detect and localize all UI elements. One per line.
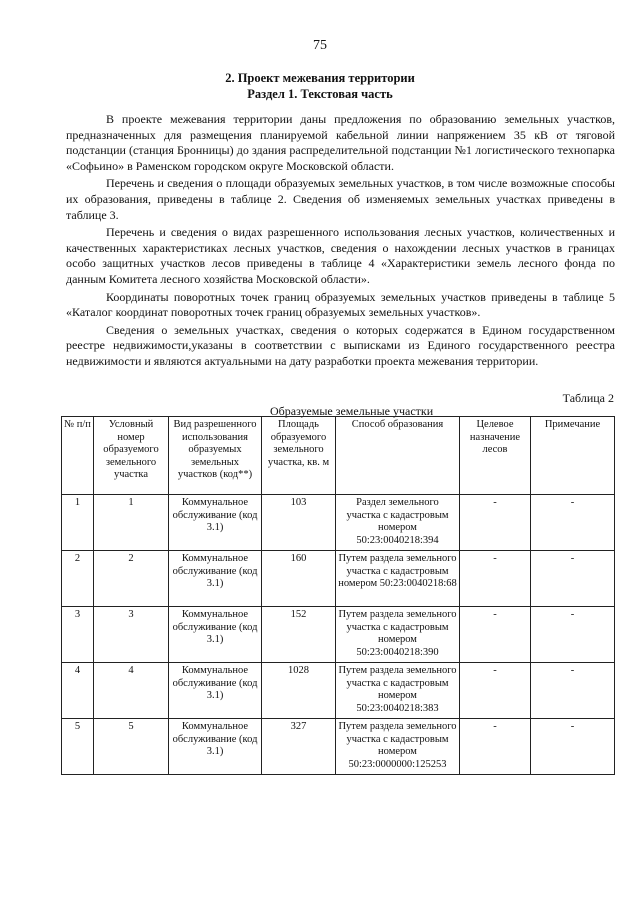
cell-forest-purpose: -	[460, 719, 531, 775]
page-title	[0, 70, 640, 102]
page-number: 75	[313, 38, 327, 53]
cell-area: 1028	[262, 663, 336, 719]
paragraph: В проекте межевания территории даны предложения по образованию земельных участков, предназначенных для размещения планируемой кабельной линии напряжением 35 кВ от тяговой подстанции (станция Бронницы) до здания распределительной подстанции №1 логистического технопарка «Софьино» в Раменском городском округе Московской области.	[66, 112, 615, 173]
cell-conditional-number: 5	[94, 719, 169, 775]
subsection-title: Раздел 1. Текстовая часть	[247, 87, 393, 101]
cell-formation-method: Путем раздела земельного участка с кадастровым номером 50:23:0000000:125253	[336, 719, 460, 775]
cell-number: 4	[62, 663, 94, 719]
header-formation-method: Способ образования	[336, 417, 460, 495]
section-title: 2. Проект межевания территории	[225, 71, 415, 85]
cell-conditional-number: 4	[94, 663, 169, 719]
cell-conditional-number: 2	[94, 551, 169, 607]
cell-formation-method: Путем раздела земельного участка с кадастровым номером 50:23:0040218:68	[336, 551, 460, 607]
table-row	[62, 495, 615, 551]
cell-formation-method: Путем раздела земельного участка с кадастровым номером 50:23:0040218:383	[336, 663, 460, 719]
cell-forest-purpose: -	[460, 495, 531, 551]
table-caption: Таблица 2	[562, 391, 614, 405]
cell-formation-method: Раздел земельного участка с кадастровым номером 50:23:0040218:394	[336, 495, 460, 551]
cell-conditional-number: 1	[94, 495, 169, 551]
cell-number: 3	[62, 607, 94, 663]
cell-formation-method: Путем раздела земельного участка с кадастровым номером 50:23:0040218:390	[336, 607, 460, 663]
cell-forest-purpose: -	[460, 663, 531, 719]
cell-area: 327	[262, 719, 336, 775]
cell-number: 1	[62, 495, 94, 551]
header-area: Площадь образуемого земельного участка, кв. м	[262, 417, 336, 495]
cell-conditional-number: 3	[94, 607, 169, 663]
cell-permitted-use: Коммунальное обслуживание (код 3.1)	[169, 551, 262, 607]
cell-permitted-use: Коммунальное обслуживание (код 3.1)	[169, 663, 262, 719]
cell-area: 160	[262, 551, 336, 607]
cell-area: 152	[262, 607, 336, 663]
table-row	[62, 719, 615, 775]
cell-permitted-use: Коммунальное обслуживание (код 3.1)	[169, 607, 262, 663]
paragraph: Координаты поворотных точек границ образуемых земельных участков приведены в таблице 5 «Каталог координат поворотных точек границ образуемых земельных участков».	[66, 289, 615, 320]
land-plots-table	[61, 416, 615, 775]
table-row	[62, 551, 615, 607]
body-text	[66, 112, 615, 370]
paragraph: Сведения о земельных участках, сведения о которых содержатся в Едином государственном реестре недвижимости,указаны в соответствии с выписками из Единого государственного реестра недвижимости и являются актуальными на дату разработки проекта межевания территории.	[66, 322, 615, 368]
table-row	[62, 663, 615, 719]
cell-note: -	[531, 551, 615, 607]
table-header-row	[62, 417, 615, 495]
cell-permitted-use: Коммунальное обслуживание (код 3.1)	[169, 719, 262, 775]
cell-permitted-use: Коммунальное обслуживание (код 3.1)	[169, 495, 262, 551]
cell-note: -	[531, 495, 615, 551]
paragraph: Перечень и сведения о площади образуемых земельных участков, в том числе возможные способы их образования, приведены в таблице 2. Сведения об изменяемых земельных участках приведены в таблице 3.	[66, 176, 615, 222]
header-forest-purpose: Целевое назначение лесов	[460, 417, 531, 495]
cell-note: -	[531, 663, 615, 719]
cell-number: 2	[62, 551, 94, 607]
cell-forest-purpose: -	[460, 551, 531, 607]
cell-number: 5	[62, 719, 94, 775]
cell-note: -	[531, 607, 615, 663]
cell-note: -	[531, 719, 615, 775]
cell-forest-purpose: -	[460, 607, 531, 663]
table-title: Образуемые земельные участки	[270, 404, 434, 418]
header-conditional-number: Условный номер образуемого земельного участка	[94, 417, 169, 495]
header-number: № п/п	[62, 417, 94, 495]
header-note: Примечание	[531, 417, 615, 495]
table-row	[62, 607, 615, 663]
header-permitted-use: Вид разрешенного использования образуемых земельных участков (код**)	[169, 417, 262, 495]
paragraph: Перечень и сведения о видах разрешенного использования лесных участков, количественных и качественных характеристиках лесных участков, сведения о нахождении лесных участков в границах особо защитных участков лесов приведены в таблице 4 «Характеристики земель лесного фонда по данным Комитета лесного хозяйства Московской области».	[66, 225, 615, 286]
cell-area: 103	[262, 495, 336, 551]
